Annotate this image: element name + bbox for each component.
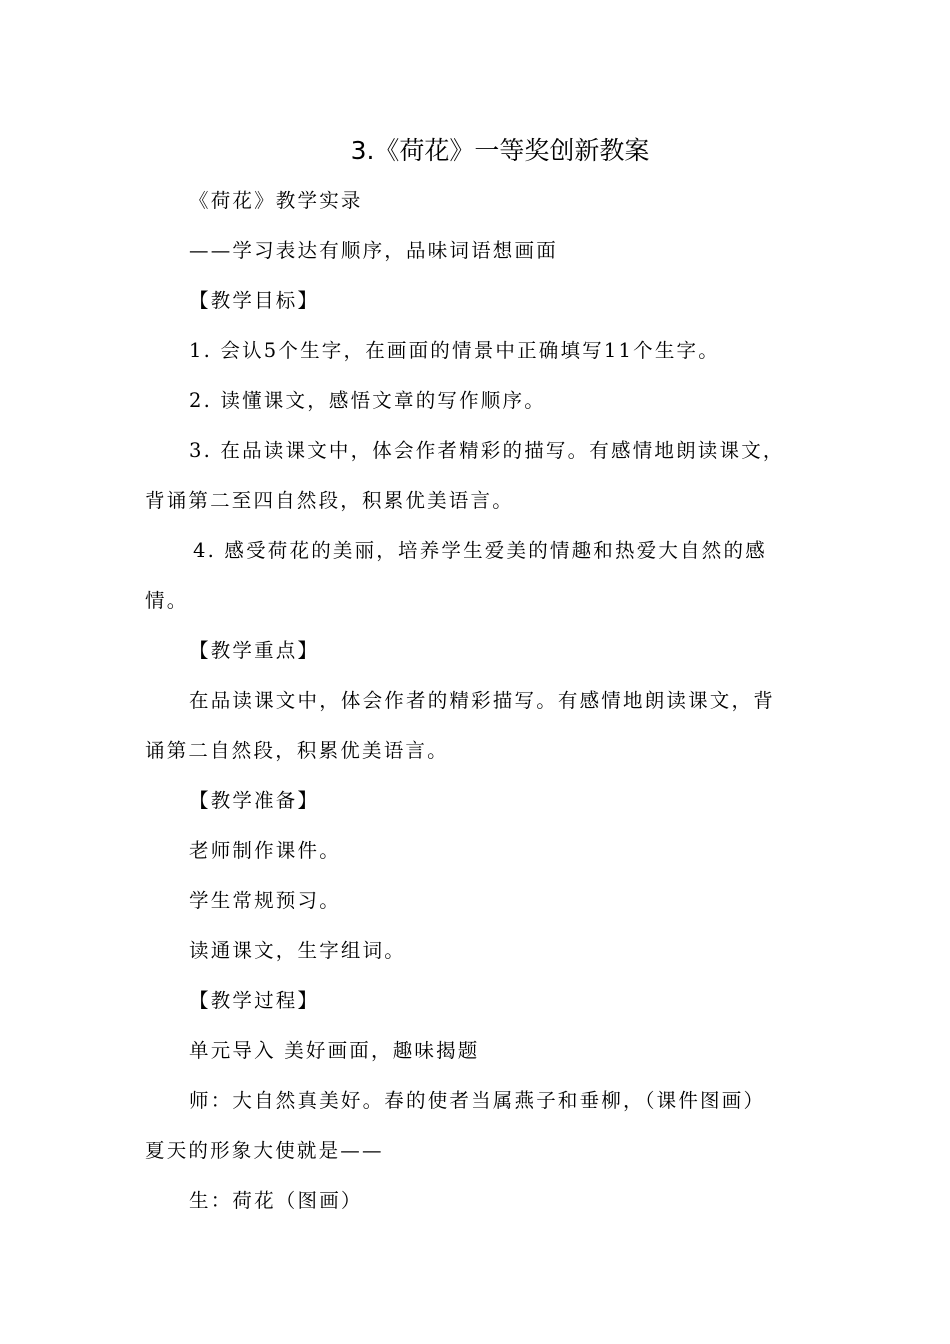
section-heading-process: 【教学过程】 <box>189 989 320 1012</box>
goal-item: 4. 感受荷花的美丽，培养学生爱美的情趣和热爱大自然的感 <box>193 539 767 562</box>
goal-item-continued: 背诵第二至四自然段，积累优美语言。 <box>145 489 514 512</box>
document-title: 3.《荷花》一等奖创新教案 <box>350 136 650 165</box>
paragraph: 单元导入 美好画面，趣味揭题 <box>189 1039 480 1062</box>
paragraph: 学生常规预习。 <box>189 889 341 912</box>
goal-item: 1. 会认5个生字，在画面的情景中正确填写11个生字。 <box>189 339 720 362</box>
section-heading-preparation: 【教学准备】 <box>189 789 320 812</box>
paragraph-continued: 诵第二自然段，积累优美语言。 <box>145 739 449 762</box>
section-heading-goals: 【教学目标】 <box>189 289 320 312</box>
section-heading-key-points: 【教学重点】 <box>189 639 320 662</box>
paragraph: ——学习表达有顺序，品味词语想画面 <box>189 239 558 262</box>
goal-item: 3. 在品读课文中，体会作者精彩的描写。有感情地朗读课文， <box>189 439 785 462</box>
goal-item: 2. 读懂课文，感悟文章的写作顺序。 <box>189 389 546 412</box>
paragraph: 生：荷花（图画） <box>189 1189 363 1212</box>
paragraph: 《荷花》教学实录 <box>189 189 363 212</box>
paragraph: 老师制作课件。 <box>189 839 341 862</box>
paragraph: 读通课文，生字组词。 <box>189 939 407 962</box>
paragraph: 在品读课文中，体会作者的精彩描写。有感情地朗读课文，背 <box>189 689 775 712</box>
document-body <box>145 176 805 1226</box>
paragraph: 师：大自然真美好。春的使者当属燕子和垂柳，（课件图画） <box>189 1089 766 1112</box>
paragraph-continued: 夏天的形象大使就是—— <box>145 1139 384 1162</box>
goal-item-continued: 情。 <box>145 589 189 612</box>
